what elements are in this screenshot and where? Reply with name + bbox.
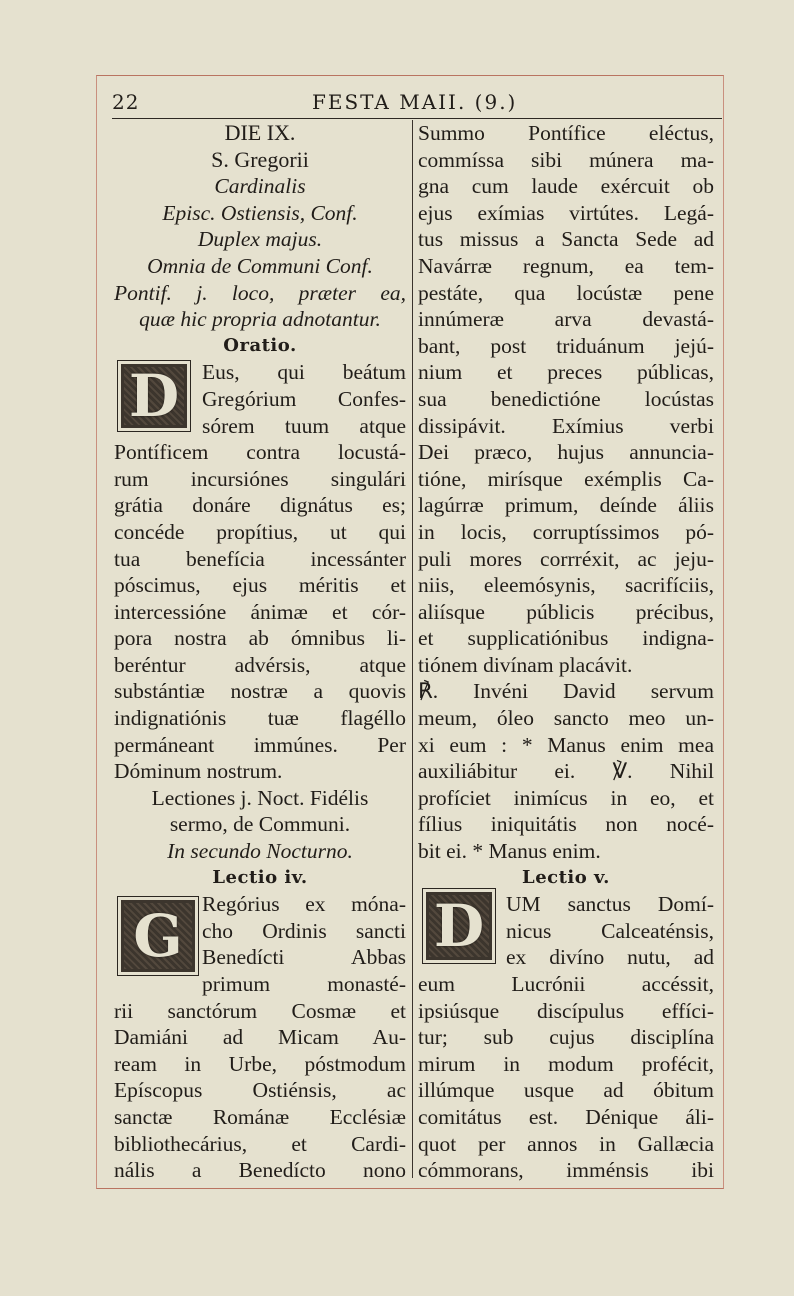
right-column-line: bit ei. * Manus enim. (418, 839, 601, 864)
left-column-line: Regórius ex móna- (202, 892, 406, 917)
left-column-line: Oratio. (223, 334, 297, 356)
left-column-line: Epíscopus Ostiénsis, ac (114, 1078, 406, 1103)
left-column-line: Lectiones j. Noct. Fidélis (151, 785, 369, 810)
running-header (112, 86, 722, 116)
right-column-line: Summo Pontífice eléctus, (418, 121, 714, 145)
decorated-initial-lectio-v (422, 888, 496, 964)
initial-letter: G (133, 902, 183, 970)
left-column-line: nális a Benedícto nono (114, 1158, 406, 1183)
initial-letter: D (128, 362, 180, 430)
right-column-line: quot per annos in Gallæcia (418, 1131, 714, 1156)
left-column-line: sermo, de Communi. (169, 812, 351, 837)
left-column-line: indignatiónis tuæ flagéllo (114, 706, 406, 731)
left-column-line: beréntur advérsis, atque (114, 652, 406, 677)
right-column-line: lagúrræ primum, deínde áliis (418, 493, 714, 518)
left-column (114, 120, 406, 1184)
left-column-line: concéde propítius, ut qui (114, 519, 406, 544)
left-column-line: cho Ordinis sancti (202, 918, 406, 943)
left-column-line: Pontíficem contra locustá- (114, 440, 406, 465)
right-column-line: sua benedictióne locústas (418, 386, 714, 411)
left-column-line: Damiáni ad Micam Au- (114, 1025, 406, 1050)
right-column-line: dissipávit. Exímius verbi (418, 413, 714, 438)
left-column-line: póscimus, ejus méritis et (114, 573, 406, 598)
left-column-line: Pontif. j. loco, præter ea, (114, 280, 406, 305)
page-number: 22 (112, 90, 140, 114)
left-column-line: ream in Urbe, póstmodum (114, 1051, 406, 1076)
right-column-line: tur; sub cujus disciplína (418, 1025, 714, 1050)
right-column-line: comitátus est. Dénique áli- (418, 1104, 714, 1129)
right-column-line: niis, eleemósynis, sacrifíciis, (418, 573, 714, 598)
left-column-line: primum monasté- (202, 972, 406, 996)
left-column-line: intercessióne ánimæ et cór- (114, 599, 406, 624)
right-column-line: pestáte, qua locústæ pene (418, 280, 714, 305)
right-column-line: tus missus a Sancta Sede ad (418, 227, 714, 252)
right-column-line: tióne, mirísque exémplis Ca- (418, 466, 714, 491)
right-column (418, 120, 714, 1184)
right-column-line: UM sanctus Domí- (506, 892, 714, 917)
right-column-line: aliísque públicis précibus, (418, 599, 714, 624)
left-column-line: Omnia de Communi Conf. (147, 253, 373, 278)
right-column-line: innúmeræ arva devastá- (418, 307, 714, 332)
right-column-line: Navárræ regnum, ea tem- (418, 253, 714, 278)
left-column-line: quæ hic propria adnotantur. (139, 307, 381, 332)
right-column-line: Lectio v. (522, 866, 610, 888)
left-column-line: Dóminum nostrum. (114, 759, 283, 784)
left-column-line: In secundo Nocturno. (167, 839, 353, 864)
left-column-line: sórem tuum atque (202, 413, 406, 438)
left-column-line: tua benefícia incessánter (114, 546, 406, 571)
left-column-line: rum incursiónes singulári (114, 466, 406, 491)
right-column-line: ℟. Invéni David servum (418, 679, 714, 704)
right-column-line: cómmorans, imménsis ibi (418, 1158, 714, 1183)
left-column-line: Gregórium Confes- (202, 386, 406, 411)
right-column-line: commíssa sibi múnera ma- (418, 147, 714, 172)
left-column-line: Benedícti Abbas (202, 945, 406, 970)
left-column-line: Lectio iv. (212, 866, 308, 888)
right-column-line: ejus exímias virtútes. Legá- (418, 200, 714, 225)
right-column-line: ex divíno nutu, ad (506, 945, 714, 970)
initial-letter: D (433, 892, 485, 960)
left-column-line: S. Gregorii (211, 146, 309, 172)
right-column-line: profíciet inimícus in eo, et (418, 785, 714, 810)
right-column-line: nium et preces públicas, (418, 360, 714, 385)
right-column-line: mirum in modum profécit, (418, 1051, 714, 1076)
left-column-line: Cardinalis (214, 174, 306, 199)
right-column-line: gna cum laude exércuit ob (418, 174, 714, 199)
right-column-line: meum, óleo sancto meo un- (418, 706, 714, 731)
right-column-line: xi eum : * Manus enim mea (418, 732, 714, 757)
right-column-line: Dei præco, hujus annuncia- (418, 440, 714, 465)
right-column-line: bant, post triduánum jejú- (418, 333, 714, 358)
right-column-line: in locis, corruptíssimos pó- (418, 519, 714, 544)
left-column-line: Duplex majus. (197, 227, 323, 252)
decorated-initial-oratio (117, 360, 191, 432)
right-column-line: nicus Calceaténsis, (506, 918, 714, 943)
left-column-line: rii sanctórum Cosmæ et (114, 998, 406, 1023)
right-column-line: illúmque usque ad óbitum (418, 1078, 714, 1103)
running-title: FESTA MAII. (9.) (312, 90, 518, 114)
right-column-line: auxiliábitur ei. ℣. Nihil (418, 759, 714, 784)
right-column-line: et supplicatiónibus indigna- (418, 626, 714, 651)
left-column-line: DIE IX. (224, 120, 296, 145)
left-column-line: grátia donáre dignátus es; (114, 493, 406, 518)
decorated-initial-lectio-iv (117, 896, 199, 976)
left-column-line: substántiæ nostræ a quovis (114, 679, 406, 704)
header-rule (112, 118, 722, 119)
right-column-line: puli mores corrréxit, ac jeju- (418, 546, 714, 571)
left-column-line: permáneant immúnes. Per (114, 732, 406, 757)
right-column-line: eum Lucrónii accéssit, (418, 972, 714, 996)
left-column-line: pora nostra ab ómnibus li- (114, 626, 406, 651)
right-column-line: fílius iniquitátis non nocé- (418, 812, 714, 837)
left-column-line: Episc. Ostiensis, Conf. (162, 200, 358, 225)
column-divider (412, 120, 413, 1178)
right-column-line: tiónem divínam placávit. (418, 652, 633, 677)
left-column-line: sanctæ Románæ Ecclésiæ (114, 1104, 406, 1129)
left-column-line: bibliothecárius, et Cardi- (114, 1131, 406, 1156)
right-column-line: ipsiúsque discípulus effíci- (418, 998, 714, 1023)
left-column-line: Eus, qui beátum (202, 360, 406, 385)
